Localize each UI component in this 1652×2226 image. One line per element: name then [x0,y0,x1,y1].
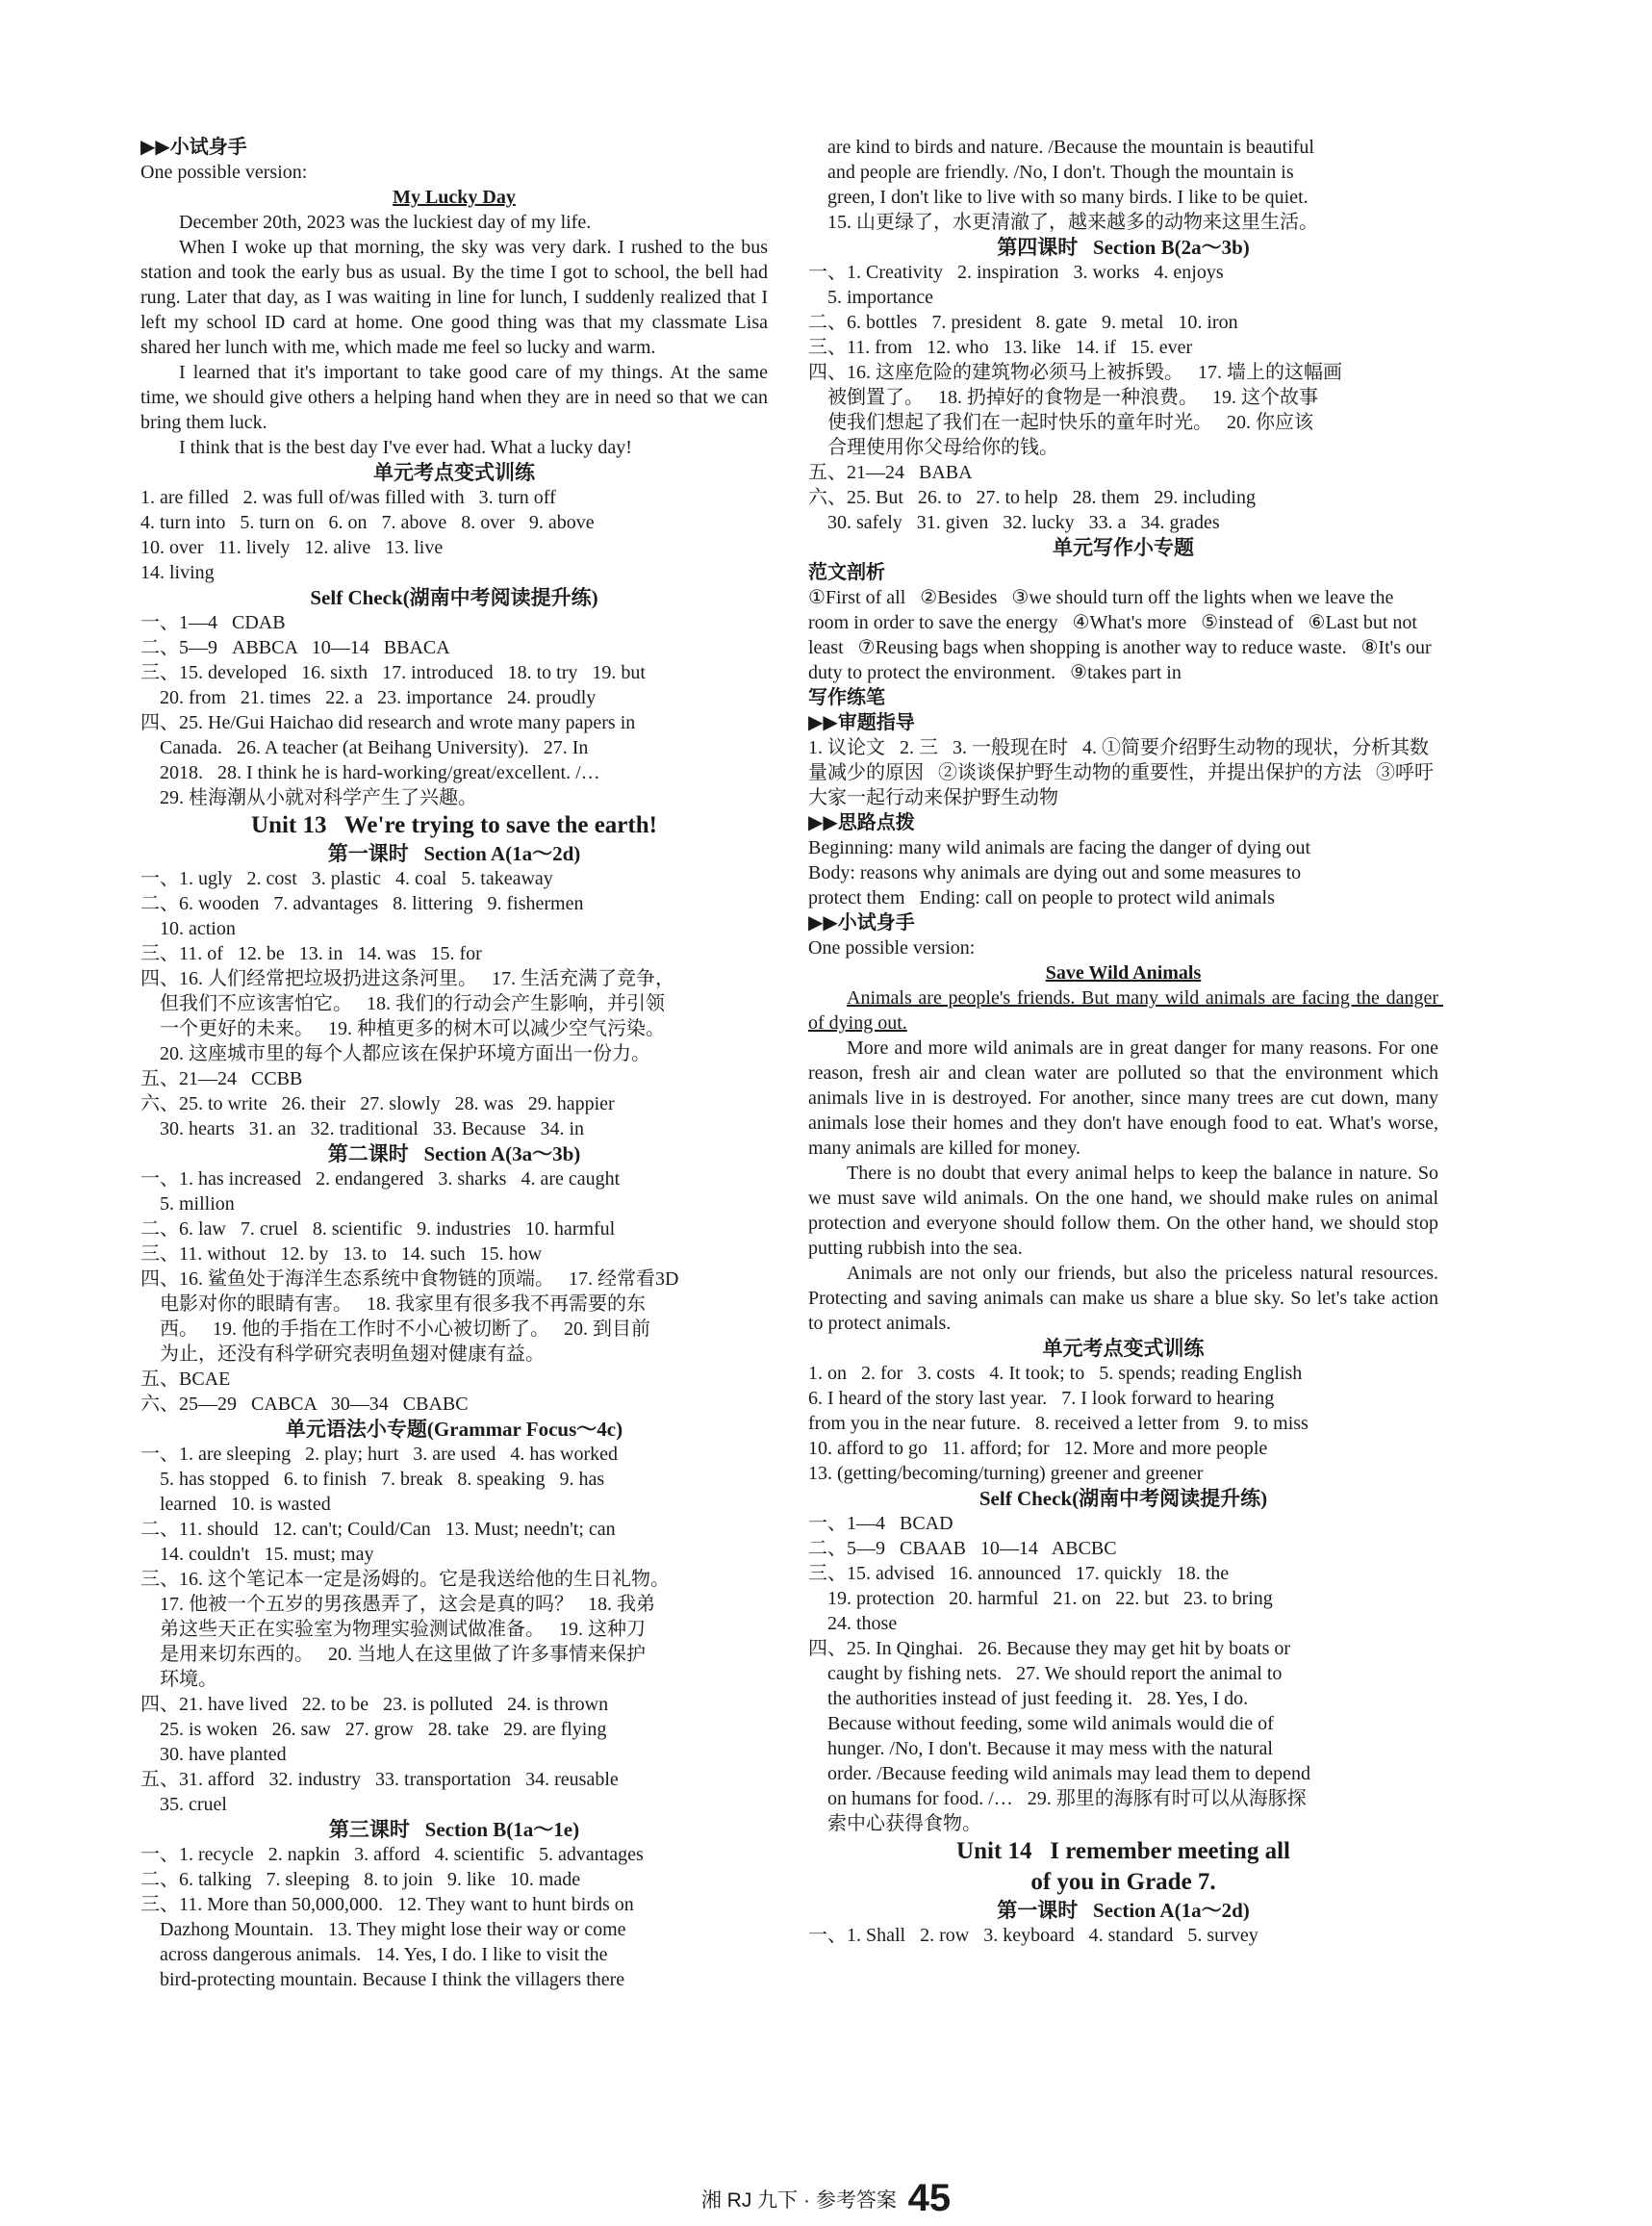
answer-line: 15. 山更绿了，水更清澈了，越来越多的动物来这里生活。 [808,212,1318,233]
answer-line: 10. action [140,918,236,939]
essay-paragraph: I learned that it's important to take good care of my things. At the same time, we should give others a helping hand when they are in need so that we can bring them luck. [140,362,773,433]
answer-line: One possible version: [140,162,308,183]
answer-line: 1. are filled 2. was full of/was filled with 3. turn off [140,487,556,508]
answer-line: from you in the near future. 8. received a letter from 9. to miss [808,1413,1309,1434]
answer-line: 一、1—4 CDAB [140,612,286,633]
answer-line: One possible version: [808,937,976,959]
answer-line: 四、16. 人们经常把垃圾扔进这条河里。 17. 生活充满了竞争， [140,968,674,989]
answer-line: 29. 桂海潮从小就对科学产生了兴趣。 [140,787,477,808]
answer-line: 六、25. to write 26. their 27. slowly 28. was 29. happier [140,1093,615,1114]
essay-paragraph: More and more wild animals are in great danger for many reasons. For one reason, fresh air and clean water are polluted so that the environment which animals live in is destroyed. For another, since many trees are cut down, many animals lose their homes and they don't have enough food to eat. What's worse, many animals are killed for money. [808,1037,1443,1159]
answer-line: 一、1—4 BCAD [808,1513,953,1534]
answer-line: 使我们想起了我们在一起时快乐的童年时光。 20. 你应该 [808,412,1313,433]
answer-line: 17. 他被一个五岁的男孩愚弄了，这会是真的吗？ 18. 我弟 [140,1594,655,1615]
essay-title: My Lucky Day [393,187,516,208]
answer-line: 四、16. 鲨鱼处于海洋生态系统中食物链的顶端。 17. 经常看3D [140,1268,679,1290]
answer-line: Because without feeding, some wild animals would die of [808,1713,1274,1734]
left-column [140,135,773,1992]
answer-line: 四、25. He/Gui Haichao did research and wrote many papers in [140,712,636,733]
answer-line: 二、5—9 CBAAB 10—14 ABCBC [808,1538,1117,1559]
section-heading: ▶▶思路点拨 [808,812,915,833]
answer-line: 三、11. More than 50,000,000. 12. They want to hunt birds on [140,1894,634,1915]
answer-line: 30. have planted [140,1744,287,1765]
answer-line: 14. couldn't 15. must; may [140,1544,374,1565]
answer-line: 30. safely 31. given 32. lucky 33. a 34. grades [808,512,1220,533]
answer-line: 二、6. law 7. cruel 8. scientific 9. industries 10. harmful [140,1218,616,1240]
answer-line: green, I don't like to live with so many birds. I like to be quiet. [808,187,1309,208]
lesson-heading: 单元考点变式训练 [1042,1337,1205,1360]
lesson-heading: Self Check(湖南中考阅读提升练) [310,586,598,609]
lesson-heading: 第三课时 Section B(1a～1e) [328,1818,580,1841]
answer-line: 二、6. bottles 7. president 8. gate 9. metal 10. iron [808,312,1238,333]
lesson-heading: 单元考点变式训练 [373,461,535,484]
answer-line: Beginning: many wild animals are facing the danger of dying out [808,837,1311,858]
essay-paragraph: When I woke up that morning, the sky was very dark. I rushed to the bus station and took the early bus as usual. By the time I got to school, the bell had rung. Later that day, as I was waiting in line for lunch, I suddenly realized that I left my school ID card at home. One good thing was that my classmate Lisa shared her lunch with me, which made me feel so lucky and warm. [140,237,773,358]
answer-line: 二、6. talking 7. sleeping 8. to join 9. like 10. made [140,1869,581,1890]
answer-line: 三、16. 这个笔记本一定是汤姆的。它是我送给他的生日礼物。 [140,1569,670,1590]
answer-line: 六、25. But 26. to 27. to help 28. them 29. including [808,487,1256,508]
answer-line: 10. over 11. lively 12. alive 13. live [140,537,444,558]
section-heading: ▶▶审题指导 [808,712,915,733]
answer-line: 一、1. has increased 2. endangered 3. sharks 4. are caught [140,1168,621,1190]
essay-title: Save Wild Animals [1045,962,1202,984]
answer-line: 一个更好的未来。 19. 种植更多的树木可以减少空气污染。 [140,1018,665,1039]
section-heading: ▶▶小试身手 [808,912,915,934]
answer-line: across dangerous animals. 14. Yes, I do. I like to visit the [140,1944,608,1965]
lesson-heading: 第一课时 Section A(1a～2d) [997,1899,1250,1922]
answer-line: 35. cruel [140,1794,227,1815]
section-heading: 范文剖析 [808,562,885,583]
answer-line: hunger. /No, I don't. Because it may mess with the natural [808,1738,1273,1759]
answer-line: on humans for food. /… 29. 那里的海豚有时可以从海豚探 [808,1788,1307,1809]
answer-line: order. /Because feeding wild animals may lead them to depend [808,1763,1311,1784]
answer-line: 四、21. have lived 22. to be 23. is polluted 24. is thrown [140,1694,609,1715]
answer-line: 五、21—24 CCBB [140,1068,303,1089]
answer-line: 20. from 21. times 22. a 23. importance 24. proudly [140,687,597,708]
unit-title: Unit 14 I remember meeting all [956,1838,1290,1864]
answer-line: 电影对你的眼睛有害。 18. 我家里有很多我不再需要的东 [140,1293,646,1315]
answer-line: 一、1. Creativity 2. inspiration 3. works 4. enjoys [808,262,1224,283]
lesson-heading: 第二课时 Section A(3a～3b) [327,1142,581,1165]
answer-line: 五、BCAE [140,1369,231,1390]
answer-line: 19. protection 20. harmful 21. on 22. but 23. to bring [808,1588,1273,1609]
answer-line: 1. 议论文 2. 三 3. 一般现在时 4. ①简要介绍野生动物的现状，分析其数量减少的原因 ②谈谈保护野生动物的重要性，并提出保护的方法 ③呼吁大家一起行动来保护野生动物 [808,737,1434,808]
answer-line: 五、21—24 BABA [808,462,973,483]
answer-line: 5. has stopped 6. to finish 7. break 8. speaking 9. has [140,1469,605,1490]
answer-line: 6. I heard of the story last year. 7. I look forward to hearing [808,1388,1275,1409]
essay-paragraph: Animals are people's friends. But many wild animals are facing the danger of dying out. [808,987,1443,1034]
answer-line: ①First of all ②Besides ③we should turn off the lights when we leave the room in order to save the energy ④What's more ⑤instead of ⑥Last but not least ⑦Reusing bags when shopping is another way to reduce waste. ⑧It's our duty to protect the environment. ⑨takes part in [808,587,1436,683]
lesson-heading: Self Check(湖南中考阅读提升练) [978,1487,1268,1510]
answer-line: 20. 这座城市里的每个人都应该在保护环境方面出一份力。 [140,1043,650,1064]
answer-line: 五、31. afford 32. industry 33. transportation 34. reusable [140,1769,619,1790]
answer-line: 一、1. ugly 2. cost 3. plastic 4. coal 5. takeaway [140,868,553,889]
answer-line: learned 10. is wasted [140,1494,331,1515]
lesson-heading: 第一课时 Section A(1a～2d) [327,842,581,865]
answer-line: 被倒置了。 18. 扔掉好的食物是一种浪费。 19. 这个故事 [808,387,1318,408]
answer-line: 14. living [140,562,215,583]
answer-line: 四、16. 这座危险的建筑物必须马上被拆毁。 17. 墙上的这幅画 [808,362,1342,383]
answer-line: the authorities instead of just feeding it. 28. Yes, I do. [808,1688,1249,1709]
answer-line: 一、1. are sleeping 2. play; hurt 3. are used 4. has worked [140,1444,618,1465]
answer-line: 13. (getting/becoming/turning) greener and greener [808,1463,1204,1484]
answer-line: 30. hearts 31. an 32. traditional 33. Because 34. in [140,1118,585,1139]
footer-label: 湘 RJ 九下 · 参考答案 [700,2189,897,2212]
answer-line: 三、15. advised 16. announced 17. quickly 18. the [808,1563,1230,1584]
answer-line: 是用来切东西的。 20. 当地人在这里做了许多事情来保护 [140,1644,646,1665]
answer-line: are kind to birds and nature. /Because the mountain is beautiful [808,137,1314,158]
unit-title: of you in Grade 7. [1030,1869,1216,1895]
answer-line: 三、15. developed 16. sixth 17. introduced 18. to try 19. but [140,662,646,683]
answer-line: Dazhong Mountain. 13. They might lose their way or come [140,1919,626,1940]
answer-line: 一、1. Shall 2. row 3. keyboard 4. standard 5. survey [808,1925,1258,1946]
answer-line: 25. is woken 26. saw 27. grow 28. take 29. are flying [140,1719,607,1740]
answer-line: 三、11. from 12. who 13. like 14. if 15. ever [808,337,1193,358]
answer-line: 二、6. wooden 7. advantages 8. littering 9. fishermen [140,893,584,914]
answer-line: bird-protecting mountain. Because I think the villagers there [140,1969,625,1990]
answer-line: protect them Ending: call on people to protect wild animals [808,887,1275,908]
answer-line: 1. on 2. for 3. costs 4. It took; to 5. spends; reading English [808,1363,1303,1384]
answer-line: 西。 19. 他的手指在工作时不小心被切断了。 20. 到目前 [140,1318,650,1340]
answer-line: 10. afford to go 11. afford; for 12. More and more people [808,1438,1268,1459]
essay-paragraph: There is no doubt that every animal helps to keep the balance in nature. So we must save wild animals. On the one hand, we should make rules on animal protection and everyone should follow them. On the other hand, we should stop putting rubbish into the sea. [808,1163,1443,1259]
answer-line: 三、11. of 12. be 13. in 14. was 15. for [140,943,482,964]
lesson-heading: 第四课时 Section B(2a～3b) [997,236,1250,259]
section-heading: ▶▶小试身手 [140,137,247,158]
answer-line: 六、25—29 CABCA 30—34 CBABC [140,1394,469,1415]
answer-line: 二、11. should 12. can't; Could/Can 13. Must; needn't; can [140,1519,616,1540]
answer-line: 一、1. recycle 2. napkin 3. afford 4. scientific 5. advantages [140,1844,644,1865]
answer-line: 四、25. In Qinghai. 26. Because they may get hit by boats or [808,1638,1291,1659]
section-heading: 写作练笔 [808,687,885,708]
answer-line: 索中心获得食物。 [808,1813,981,1834]
essay-paragraph: December 20th, 2023 was the luckiest day of my life. [179,212,592,233]
lesson-heading: 单元写作小专题 [1053,536,1194,559]
essay-paragraph: I think that is the best day I've ever had. What a lucky day! [179,437,632,458]
answer-line: 2018. 28. I think he is hard-working/great/excellent. /… [140,762,600,783]
answer-line: 环境。 [140,1669,217,1690]
page-footer [0,2177,1652,2220]
unit-title: Unit 13 We're trying to save the earth! [251,812,657,838]
answer-line: 24. those [808,1613,898,1634]
answer-line: 为止，还没有科学研究表明鱼翅对健康有益。 [140,1343,545,1365]
answer-line: 二、5—9 ABBCA 10—14 BBACA [140,637,450,658]
answer-line: 4. turn into 5. turn on 6. on 7. above 8. over 9. above [140,512,595,533]
answer-line: and people are friendly. /No, I don't. Though the mountain is [808,162,1294,183]
right-column [808,135,1443,1948]
answer-line: 合理使用你父母给你的钱。 [808,437,1058,458]
answer-line: Canada. 26. A teacher (at Beihang University). 27. In [140,737,589,758]
lesson-heading: 单元语法小专题(Grammar Focus～4c) [285,1418,623,1441]
page-number: 45 [907,2177,952,2219]
answer-line: 三、11. without 12. by 13. to 14. such 15. how [140,1243,543,1265]
answer-line: 5. million [140,1193,235,1215]
answer-line: caught by fishing nets. 27. We should report the animal to [808,1663,1283,1684]
answer-line: 5. importance [808,287,933,308]
answer-line: 但我们不应该害怕它。 18. 我们的行动会产生影响，并引领 [140,993,665,1014]
answer-line: Body: reasons why animals are dying out and some measures to [808,862,1302,883]
essay-paragraph: Animals are not only our friends, but also the priceless natural resources. Protecting and saving animals can make us share a blue sky. So let's take action to protect animals. [808,1263,1443,1334]
answer-line: 弟这些天正在实验室为物理实验测试做准备。 19. 这种刀 [140,1619,646,1640]
